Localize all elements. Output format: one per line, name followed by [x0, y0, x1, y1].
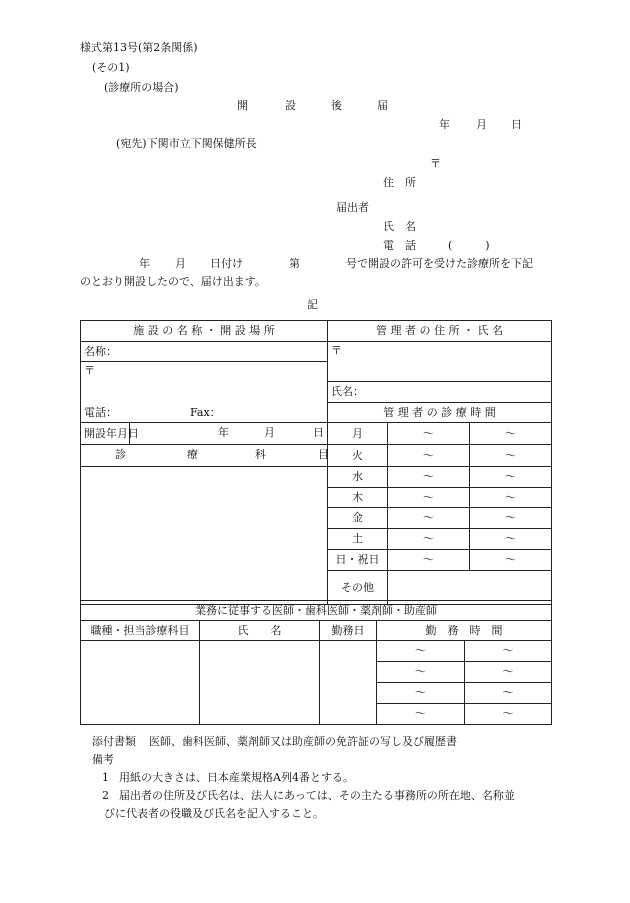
opening-date-day: 日 — [313, 426, 324, 439]
title-char-2: 設 — [285, 99, 296, 112]
day-thu-slot1[interactable]: ～ — [388, 488, 470, 508]
day-holiday-label: 日・祝日 — [328, 550, 388, 571]
day-fri-slot2[interactable]: ～ — [470, 508, 552, 529]
note2-number: 2 — [102, 789, 109, 802]
col-days: 勤務日 — [320, 621, 377, 641]
phone-label: 電 話 — [383, 239, 416, 252]
staff-job-field[interactable] — [81, 641, 200, 725]
staff-hours-1a[interactable]: ～ — [377, 641, 465, 662]
body-no: 第 — [289, 257, 300, 270]
day-mon-slot2[interactable]: ～ — [470, 423, 552, 445]
postal-mark: 〒 — [430, 157, 441, 170]
departments-char-2: 療 — [187, 448, 198, 461]
date-year: 年 — [439, 118, 450, 131]
hours-header: 管 理 者 の 診 療 時 間 — [328, 403, 552, 423]
phone-parens: ( ) — [448, 239, 490, 252]
manager-name-field[interactable]: 氏名： — [328, 382, 552, 403]
title-char-1: 開 — [237, 99, 248, 112]
remarks-label: 備考 — [92, 753, 114, 766]
facility-header: 施 設 の 名 称 ・ 開 設 場 所 — [81, 321, 328, 342]
departments-char-4: 目 — [318, 448, 329, 461]
title-char-3: 後 — [331, 99, 342, 112]
departments-char-3: 科 — [255, 448, 266, 461]
facility-postal-mark: 〒 — [84, 364, 95, 377]
note2-text-b: びに代表者の役職及び氏名を記入すること。 — [104, 807, 324, 820]
opening-date-label: 開設年月日 — [81, 423, 130, 444]
col-name: 氏 名 — [200, 621, 320, 641]
body-dated: 日付け — [210, 257, 243, 270]
note1-text: 用紙の大きさは、日本産業規格A列4番とする。 — [119, 771, 354, 784]
facility-name-field[interactable]: 名称： — [81, 342, 328, 362]
attachments-text: 医師、歯科医師、薬剤師又は助産師の免許証の写し及び履歴書 — [149, 735, 457, 748]
addressee: (宛先)下関市立下関保健所長 — [116, 137, 257, 150]
body-month: 月 — [175, 257, 186, 270]
facility-fax-label: Fax： — [190, 406, 221, 419]
day-fri-label: 金 — [328, 508, 388, 529]
day-fri-slot1[interactable]: ～ — [388, 508, 470, 529]
form-part: (その1) — [92, 61, 130, 74]
day-mon-label: 月 — [328, 423, 388, 445]
staff-hours-3b[interactable]: ～ — [465, 683, 552, 704]
day-holiday-slot1[interactable]: ～ — [388, 550, 470, 571]
day-thu-slot2[interactable]: ～ — [470, 488, 552, 508]
staff-hours-2a[interactable]: ～ — [377, 662, 465, 683]
day-sat-label: 土 — [328, 529, 388, 550]
body-year: 年 — [139, 257, 150, 270]
attachments-label: 添付書類 — [92, 735, 136, 748]
day-wed-slot1[interactable]: ～ — [388, 467, 470, 488]
staff-hours-2b[interactable]: ～ — [465, 662, 552, 683]
day-wed-slot2[interactable]: ～ — [470, 467, 552, 488]
note2-text-a: 届出者の住所及び氏名は、法人にあっては、その主たる事務所の所在地、名称並 — [119, 789, 515, 802]
day-sat-slot2[interactable]: ～ — [470, 529, 552, 550]
manager-postal-mark: 〒 — [331, 344, 342, 357]
form-number: 様式第13号(第2条関係) — [80, 41, 198, 54]
date-day: 日 — [511, 118, 522, 131]
departments-char-1: 診 — [115, 448, 126, 461]
other-label: その他 — [328, 571, 388, 605]
staff-header: 業務に従事する医師・歯科医師・薬剤師・助産師 — [81, 601, 552, 621]
manager-address-field[interactable] — [328, 342, 552, 382]
day-tue-slot2[interactable]: ～ — [470, 445, 552, 467]
day-thu-label: 木 — [328, 488, 388, 508]
opening-date-month: 月 — [264, 426, 275, 439]
body-line2: のとおり開設したので、届け出ます。 — [80, 275, 266, 288]
facility-table — [80, 320, 552, 605]
staff-hours-1b[interactable]: ～ — [465, 641, 552, 662]
address-label: 住 所 — [383, 176, 416, 189]
col-job: 職種・担当診療科目 — [81, 621, 200, 641]
notifier-label: 届出者 — [336, 201, 369, 214]
day-mon-slot1[interactable]: ～ — [388, 423, 470, 445]
day-sat-slot1[interactable]: ～ — [388, 529, 470, 550]
staff-hours-3a[interactable]: ～ — [377, 683, 465, 704]
name-label: 氏 名 — [383, 220, 416, 233]
departments-field[interactable] — [81, 467, 328, 605]
body-rest: 号で開設の許可を受けた診療所を下記 — [346, 257, 533, 270]
staff-table — [80, 600, 552, 725]
day-tue-label: 火 — [328, 445, 388, 467]
day-wed-label: 水 — [328, 467, 388, 488]
staff-hours-4b[interactable]: ～ — [465, 704, 552, 725]
form-case: (診療所の場合) — [104, 81, 179, 94]
day-holiday-slot2[interactable]: ～ — [470, 550, 552, 571]
opening-date-year: 年 — [218, 426, 229, 439]
ki-label: 記 — [307, 298, 318, 311]
staff-name-field[interactable] — [200, 641, 320, 725]
date-month: 月 — [476, 118, 487, 131]
note1-number: 1 — [102, 771, 109, 784]
staff-hours-4a[interactable]: ～ — [377, 704, 465, 725]
opening-date-row[interactable] — [81, 423, 328, 445]
day-tue-slot1[interactable]: ～ — [388, 445, 470, 467]
staff-days-field[interactable] — [320, 641, 377, 725]
facility-phone-label: 電話： — [84, 406, 117, 419]
title-char-4: 届 — [377, 99, 388, 112]
manager-header: 管 理 者 の 住 所 ・ 氏 名 — [328, 321, 552, 342]
departments-header — [81, 445, 328, 467]
col-hours: 勤 務 時 間 — [377, 621, 552, 641]
facility-address-field[interactable] — [81, 362, 328, 423]
